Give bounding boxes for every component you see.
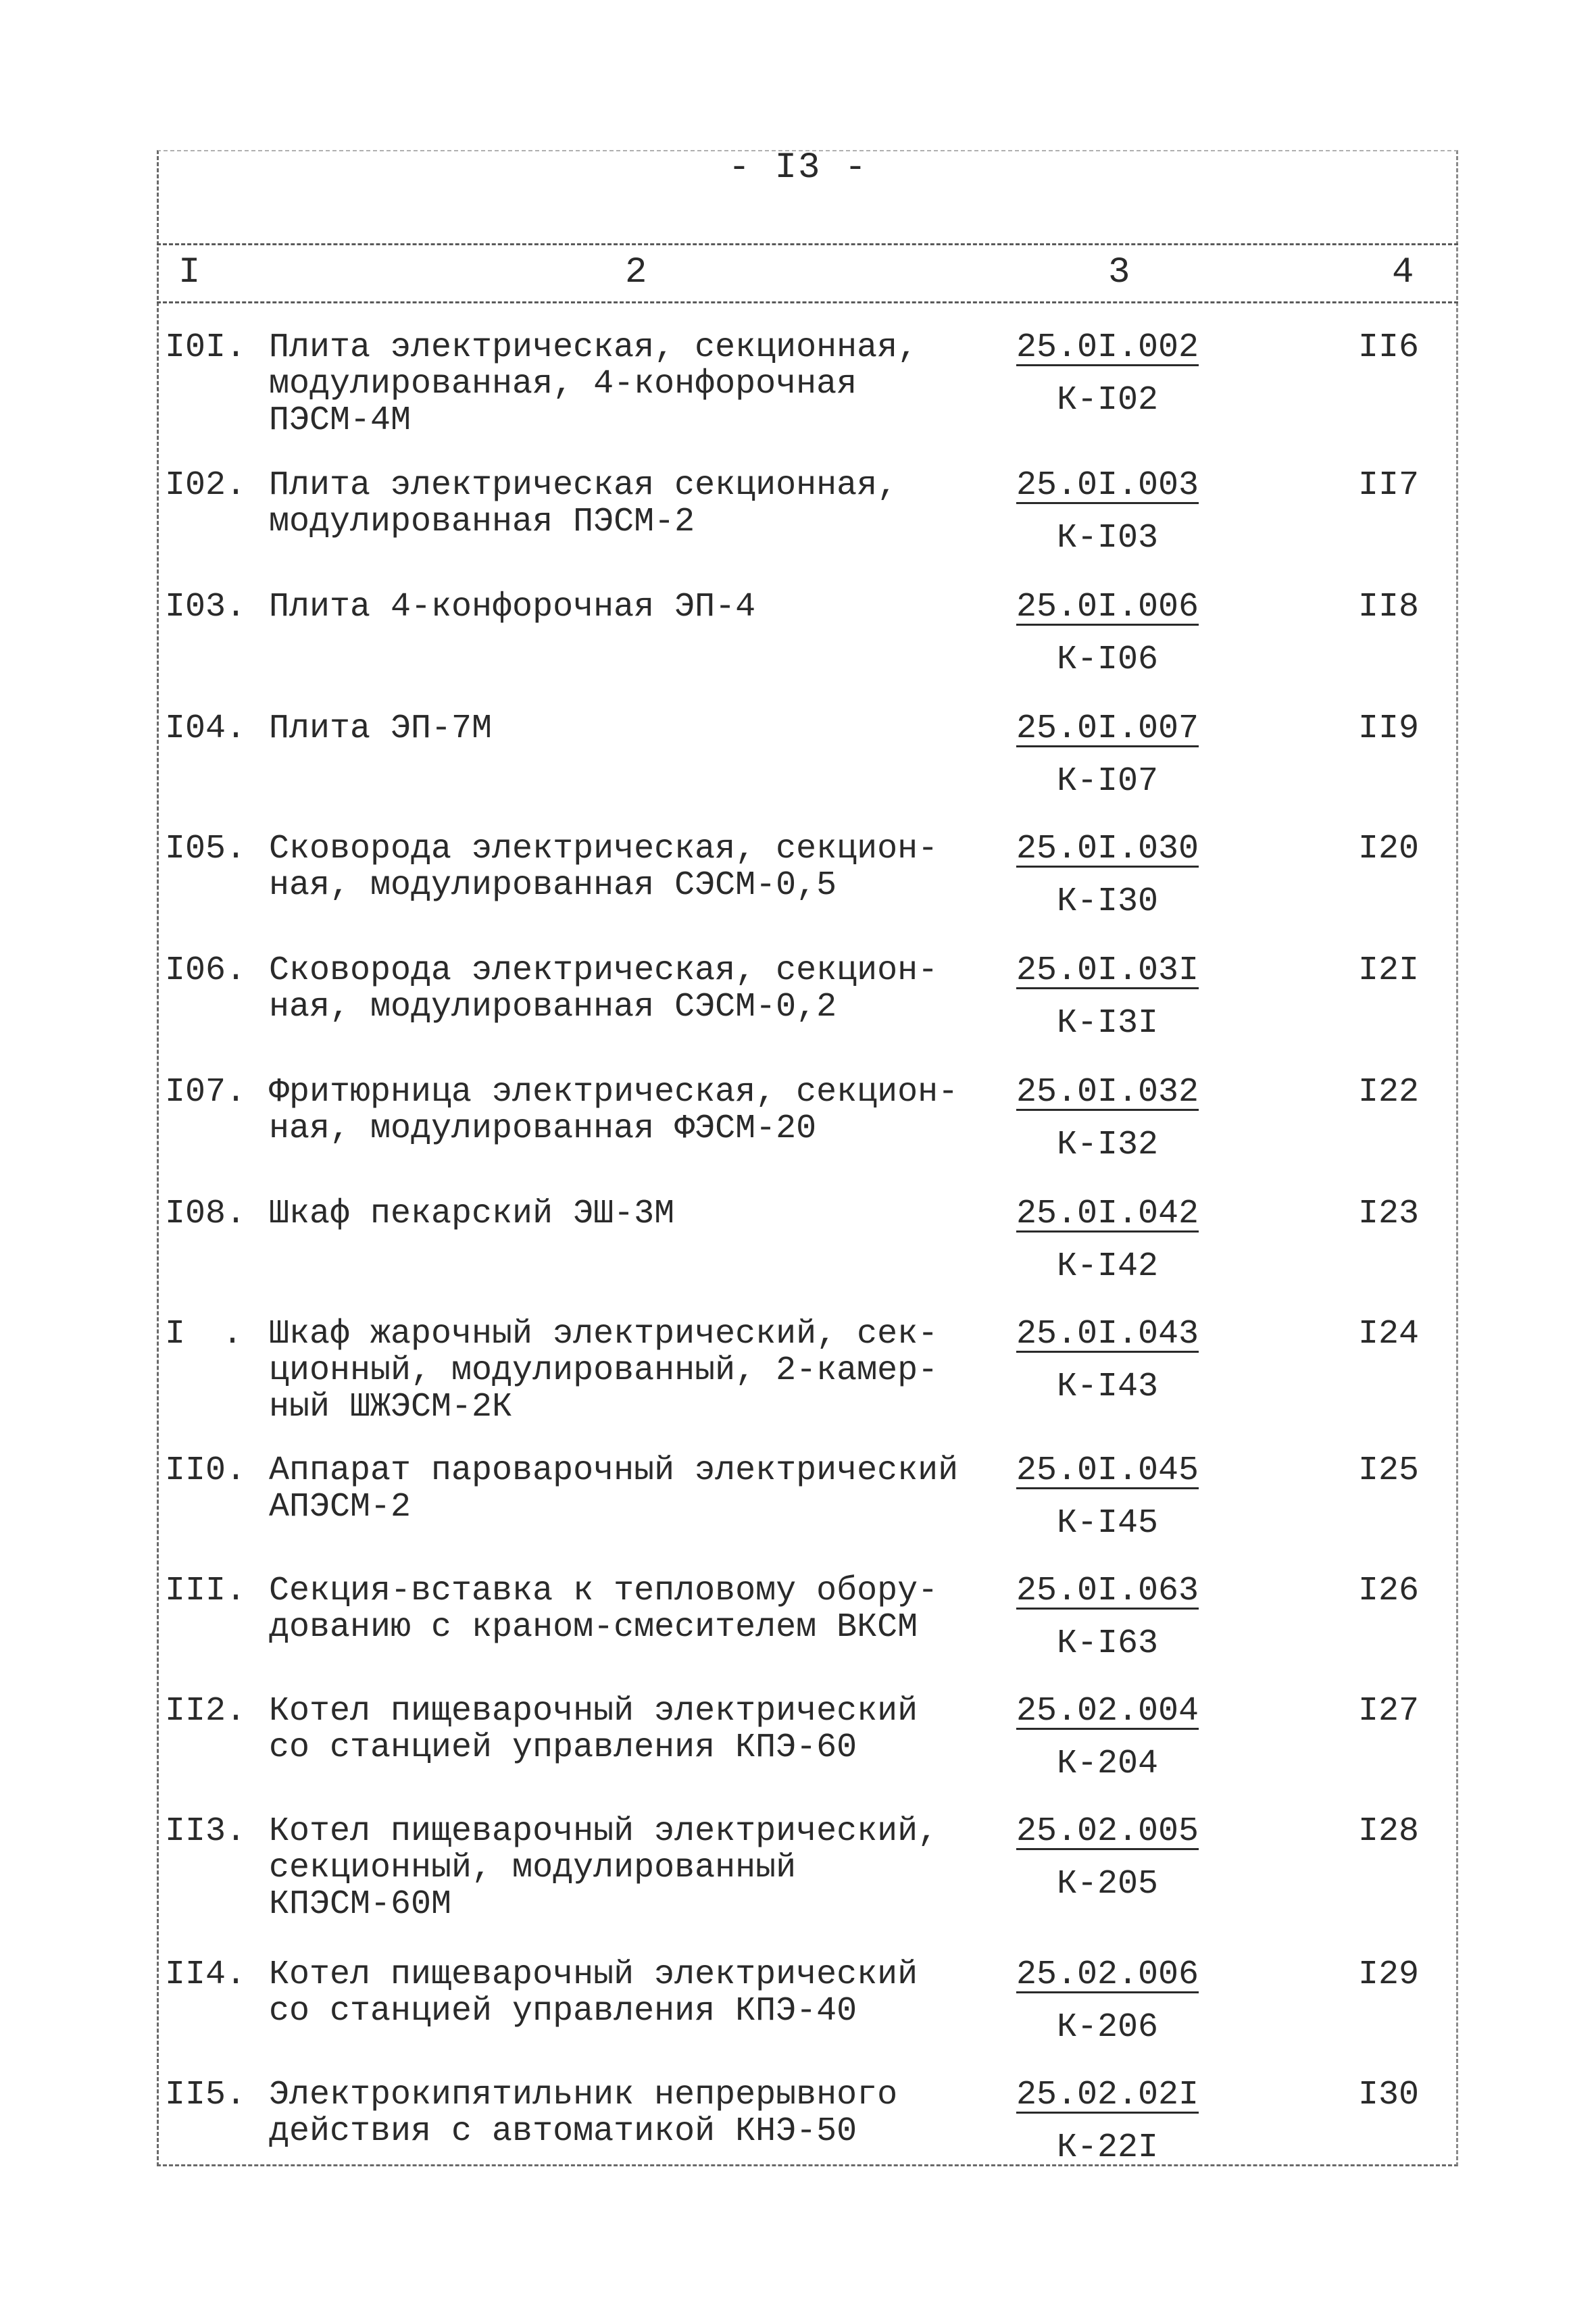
entry-code: 25.02.006 (1016, 1956, 1199, 1994)
entry-model: К-I07 (1056, 762, 1159, 801)
header-bottom-rule (157, 301, 1458, 303)
entry-page: II7 (1357, 466, 1419, 505)
entry-page: II9 (1357, 710, 1419, 748)
entry-code: 25.02.02I (1016, 2076, 1199, 2114)
entry-model: К-204 (1056, 1745, 1159, 1783)
entry-name: Плита электрическая, секционная, модулированная, 4-конфорочная ПЭСМ-4М (269, 328, 918, 440)
entry-number: II4. (165, 1956, 247, 1994)
entry-number: I02. (165, 466, 247, 505)
entry-number: III. (165, 1572, 247, 1610)
entry-model: К-22I (1056, 2129, 1159, 2167)
entry-code: 25.0I.03I (1016, 951, 1199, 990)
entry-page: I24 (1357, 1315, 1419, 1353)
entry-number: I05. (165, 830, 247, 868)
entry-model: К-I43 (1056, 1368, 1159, 1406)
entry-name: Котел пищеварочный электрический, секционный, модулированный КПЭСМ-60М (269, 1812, 939, 1924)
entry-page: I2I (1357, 951, 1419, 990)
entry-page: II6 (1357, 328, 1419, 367)
entry-number: I07. (165, 1073, 247, 1112)
entry-code: 25.0I.007 (1016, 710, 1199, 748)
entry-name: Шкаф пекарский ЭШ-3М (269, 1195, 675, 1233)
entry-code: 25.02.004 (1016, 1692, 1199, 1731)
entry-name: Котел пищеварочный электрический со станцией управления КПЭ-40 (269, 1956, 918, 2031)
entry-model: К-206 (1056, 2008, 1159, 2047)
entry-model: К-I42 (1056, 1247, 1159, 1286)
entry-page: I20 (1357, 830, 1419, 868)
column-header-4: 4 (1392, 252, 1414, 293)
entry-name: Фритюрница электрическая, секцион- ная, модулированная ФЭСМ-20 (269, 1073, 959, 1148)
header-top-rule (157, 243, 1458, 245)
entry-page: I25 (1357, 1451, 1419, 1490)
entry-code: 25.0I.043 (1016, 1315, 1199, 1353)
entry-model: К-I03 (1056, 519, 1159, 557)
entry-number: II5. (165, 2076, 247, 2114)
entry-code: 25.0I.002 (1016, 328, 1199, 367)
entry-model: К-I30 (1056, 882, 1159, 921)
entry-number: II3. (165, 1812, 247, 1851)
entry-code: 25.02.005 (1016, 1812, 1199, 1851)
entry-code: 25.0I.063 (1016, 1572, 1199, 1610)
column-header-1: I (178, 252, 201, 293)
entry-code: 25.0I.006 (1016, 588, 1199, 626)
entry-code: 25.0I.042 (1016, 1195, 1199, 1233)
entry-name: Аппарат пароварочный электрический АПЭСМ-2 (269, 1451, 959, 1526)
entry-name: Плита 4-конфорочная ЭП-4 (269, 588, 756, 626)
entry-name: Сковорода электрическая, секцион- ная, модулированная СЭСМ-0,5 (269, 830, 939, 905)
entry-number: I . (165, 1315, 243, 1353)
entry-code: 25.0I.045 (1016, 1451, 1199, 1490)
entry-name: Плита электрическая секционная, модулированная ПЭСМ-2 (269, 466, 898, 541)
entry-number: I08. (165, 1195, 247, 1233)
entry-model: К-I63 (1056, 1624, 1159, 1663)
entry-model: К-I3I (1056, 1004, 1159, 1043)
entry-page: I23 (1357, 1195, 1419, 1233)
entry-model: К-I32 (1056, 1126, 1159, 1164)
entry-number: I0I. (165, 328, 247, 367)
entry-number: I03. (165, 588, 247, 626)
column-header-2: 2 (625, 252, 647, 293)
page-number: - I3 - (728, 147, 868, 189)
entry-name: Шкаф жарочный электрический, сек- ционный, модулированный, 2-камер- ный ШЖЭСМ-2К (269, 1315, 939, 1426)
entry-page: I30 (1357, 2076, 1419, 2114)
entry-page: I26 (1357, 1572, 1419, 1610)
entry-page: I27 (1357, 1692, 1419, 1731)
entry-number: II2. (165, 1692, 247, 1731)
entry-number: II0. (165, 1451, 247, 1490)
entry-number: I04. (165, 710, 247, 748)
entry-name: Электрокипятильник непрерывного действия с автоматикой КНЭ-50 (269, 2076, 898, 2151)
entry-name: Котел пищеварочный электрический со станцией управления КПЭ-60 (269, 1692, 918, 1767)
entry-number: I06. (165, 951, 247, 990)
entry-page: II8 (1357, 588, 1419, 626)
entry-name: Секция-вставка к тепловому обору- дованию с краном-смесителем ВКСМ (269, 1572, 939, 1647)
entry-page: I29 (1357, 1956, 1419, 1994)
entry-page: I28 (1357, 1812, 1419, 1851)
entry-model: К-I45 (1056, 1504, 1159, 1543)
entry-page: I22 (1357, 1073, 1419, 1112)
entry-code: 25.0I.003 (1016, 466, 1199, 505)
entry-name: Плита ЭП-7М (269, 710, 493, 748)
entry-model: К-I02 (1056, 381, 1159, 420)
entry-name: Сковорода электрическая, секцион- ная, модулированная СЭСМ-0,2 (269, 951, 939, 1026)
entry-model: К-205 (1056, 1865, 1159, 1903)
entry-model: К-I06 (1056, 641, 1159, 679)
column-header-3: 3 (1108, 252, 1130, 293)
entry-code: 25.0I.032 (1016, 1073, 1199, 1112)
entry-code: 25.0I.030 (1016, 830, 1199, 868)
